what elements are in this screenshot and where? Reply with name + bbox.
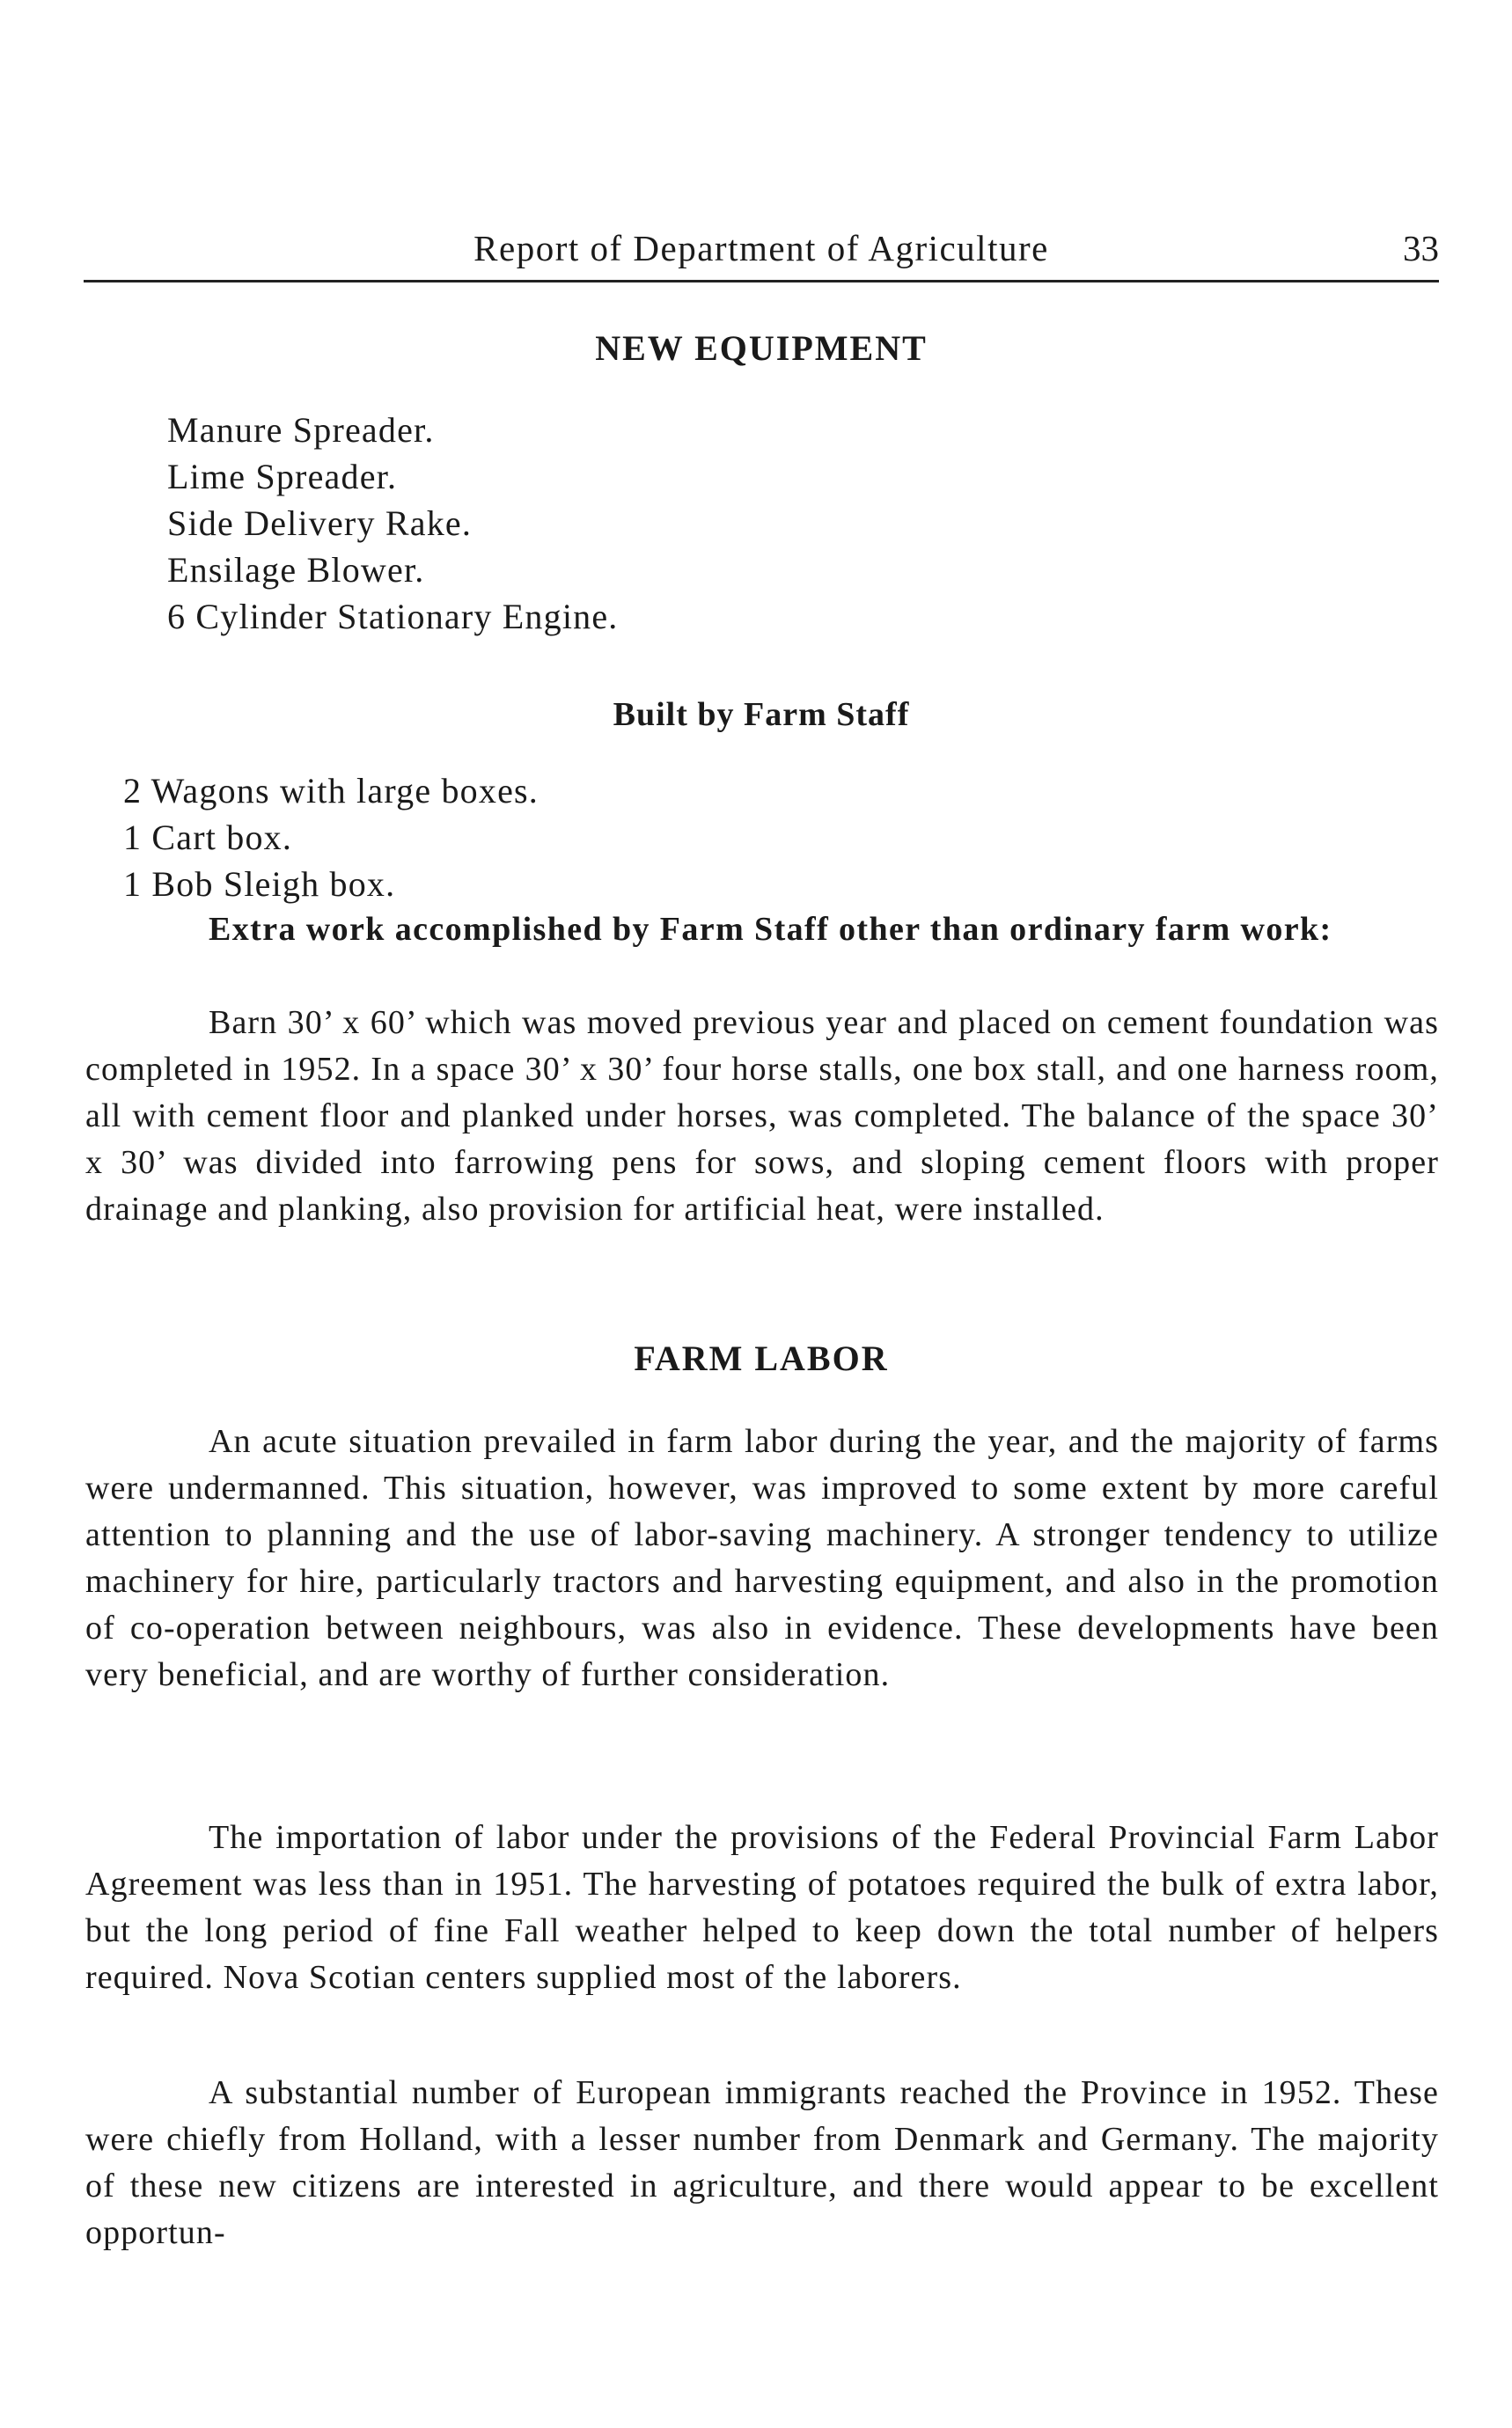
list-item: Lime Spreader. <box>167 457 398 496</box>
page-number: 33 <box>1403 228 1439 268</box>
list-item: 2 Wagons with large boxes. <box>123 771 539 811</box>
new-equipment-list <box>167 407 619 640</box>
extra-work-paragraph: Barn 30’ x 60’ which was moved previous year and placed on cement foundation was completed in 1952. In a space 30’ x 30’ four horse stalls, one box stall, and one harness room, all with cement floor and planked under horses, was completed. The balance of the space 30’ x 30’ was divided into farrowing pens for sows, and sloping cement floors with proper drainage and planking, also provision for artificial heat, were installed. <box>85 1004 1439 1228</box>
farm-labor-paragraph-1: An acute situation prevailed in farm labor during the year, and the majority of farms were undermanned. This situation, however, was improved to some extent by more careful attention to planning and the use of labor-saving machinery. A stronger tendency to utilize machinery for hire, particularly tractors and harvesting equipment, and also in the promotion of co-operation between neighbours, was also in evidence. These developments have been very beneficial, and are worthy of further consideration. <box>85 1423 1439 1693</box>
list-item: 6 Cylinder Stationary Engine. <box>167 597 619 636</box>
built-by-farm-staff-heading: Built by Farm Staff <box>613 696 910 733</box>
list-item: Manure Spreader. <box>167 410 435 450</box>
farm-labor-heading: FARM LABOR <box>634 1339 889 1378</box>
running-header <box>84 227 1439 282</box>
new-equipment-heading: NEW EQUIPMENT <box>595 328 928 368</box>
list-item: 1 Cart box. <box>123 818 293 857</box>
farm-labor-paragraph-2: The importation of labor under the provisions of the Federal Provincial Farm Labor Agreement was less than in 1951. The harvesting of potatoes required the bulk of extra labor, but the long period of fine Fall weather helped to keep down the total number of helpers required. Nova Scotian centers supplied most of the laborers. <box>85 1819 1439 1996</box>
extra-work-heading: Extra work accomplished by Farm Staff other than ordinary farm work: <box>209 911 1332 948</box>
farm-labor-paragraph-3: A substantial number of European immigrants reached the Province in 1952. These were chiefly from Holland, with a lesser number from Denmark and Germany. The majority of these new citizens are interested in agriculture, and there would appear to be excellent opportun- <box>85 2074 1439 2251</box>
list-item: Ensilage Blower. <box>167 550 425 590</box>
built-by-farm-staff-list <box>123 767 539 907</box>
list-item: 1 Bob Sleigh box. <box>123 864 396 904</box>
list-item: Side Delivery Rake. <box>167 503 473 543</box>
header-title: Report of Department of Agriculture <box>473 228 1049 268</box>
